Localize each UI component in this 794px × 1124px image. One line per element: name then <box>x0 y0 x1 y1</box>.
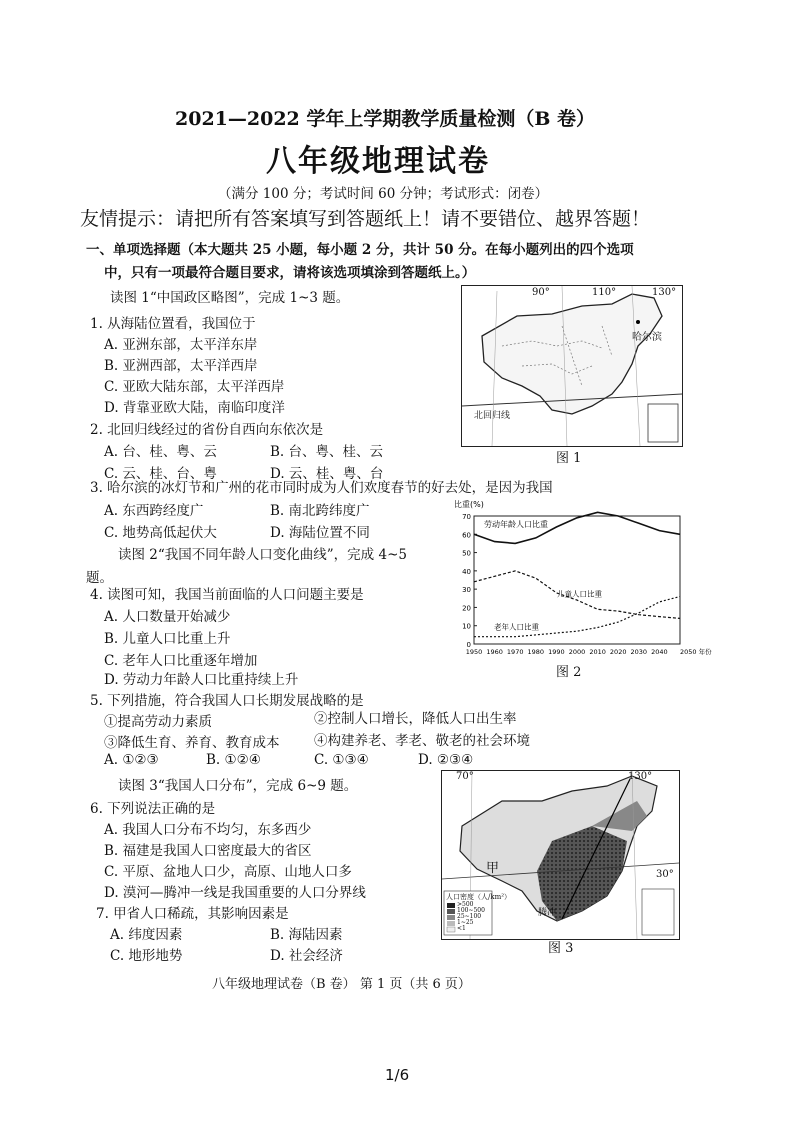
x-tick-label: 1960 <box>486 648 503 656</box>
q1-option-c[interactable]: C. 亚欧大陆东部，太平洋西岸 <box>104 379 285 395</box>
y-tick-label: 70 <box>462 513 471 521</box>
intro-fig3: 读图 3“我国人口分布”，完成 6~9 题。 <box>118 778 358 794</box>
figure2-population-chart <box>452 492 712 660</box>
x-tick-label: 2020 <box>609 648 627 656</box>
y-tick-label: 50 <box>462 549 471 558</box>
q5-option-c[interactable]: C. ①③④ <box>314 752 369 768</box>
x-tick-label: 2000 <box>568 648 586 656</box>
fig1-lon-130: 130° <box>652 287 677 298</box>
page-counter: 1/6 <box>385 1066 410 1084</box>
q6-stem: 6. 下列说法正确的是 <box>90 801 216 817</box>
fig1-caption: 图 1 <box>556 451 582 466</box>
fig1-label-harbin: 哈尔滨 <box>632 332 662 343</box>
fig3-legend-5: <1 <box>457 925 466 932</box>
q3-option-b[interactable]: B. 南北跨纬度广 <box>270 503 370 519</box>
intro-fig2-line2: 题。 <box>86 570 113 586</box>
q2-option-d[interactable]: D. 云、桂、粤、台 <box>270 466 384 482</box>
intro-fig2-line1: 读图 2“我国不同年龄人口变化曲线”，完成 4~5 <box>118 547 407 563</box>
q4-stem: 4. 读图可知，我国当前面临的人口问题主要是 <box>90 587 364 603</box>
q3-option-a[interactable]: A. 东西跨经度广 <box>104 503 204 519</box>
fig3-label-tengchong: 腾冲 <box>538 908 557 918</box>
fig3-legend-title: 人口密度（人/km²） <box>446 893 512 901</box>
fig3-caption: 图 3 <box>548 941 574 956</box>
fig3-lon-70: 70° <box>456 771 474 782</box>
series-label-elderly: 老年人口比重 <box>494 622 539 632</box>
x-tick-label: 1980 <box>527 648 545 656</box>
q2-option-b[interactable]: B. 台、粤、桂、云 <box>270 444 384 460</box>
population-line-chart <box>452 492 712 660</box>
q4-option-d[interactable]: D. 劳动力年龄人口比重持续上升 <box>104 672 299 688</box>
q5-item-2: ②控制人口增长，降低人口出生率 <box>314 711 517 727</box>
q7-option-a[interactable]: A. 纬度因素 <box>110 927 183 943</box>
q5-item-1: ①提高劳动力素质 <box>104 714 212 730</box>
fig1-lon-90: 90° <box>532 287 550 298</box>
fig3-legend-3: 25~100 <box>457 913 482 920</box>
y-tick-label: 10 <box>462 622 471 631</box>
page-footer: 八年级地理试卷（B 卷） 第 1 页（共 6 页） <box>212 977 471 992</box>
series-label-children: 儿童人口比重 <box>557 589 602 599</box>
q2-option-c[interactable]: C. 云、桂、台、粤 <box>104 466 217 482</box>
y-tick-label: 20 <box>462 604 471 613</box>
q1-stem: 1. 从海陆位置看，我国位于 <box>90 316 256 332</box>
y-tick-label: 0 <box>466 641 471 649</box>
q1-option-b[interactable]: B. 亚洲西部，太平洋西岸 <box>104 358 258 374</box>
x-tick-label: 2030 <box>630 648 648 656</box>
y-tick-label: 30 <box>462 586 471 595</box>
exam-meta: （满分 100 分；考试时间 60 分钟；考试形式：闭卷） <box>218 186 549 202</box>
q2-option-a[interactable]: A. 台、桂、粤、云 <box>104 444 217 460</box>
china-outline-map <box>462 286 682 446</box>
y-axis-label: 比重(%) <box>454 500 484 509</box>
q4-option-c[interactable]: C. 老年人口比重逐年增加 <box>104 653 258 669</box>
q3-stem: 3. 哈尔滨的冰灯节和广州的花市同时成为人们欢度春节的好去处，是因为我国 <box>90 480 553 496</box>
q7-stem: 7. 甲省人口稀疏，其影响因素是 <box>96 906 289 922</box>
q5-stem: 5. 下列措施，符合我国人口长期发展战略的是 <box>90 693 364 709</box>
q1-option-a[interactable]: A. 亚洲东部，太平洋东岸 <box>104 337 258 353</box>
q7-option-d[interactable]: D. 社会经济 <box>270 948 343 964</box>
fig3-lat-30: 30° <box>656 869 674 880</box>
x-tick-label: 2040 <box>651 648 668 656</box>
q7-option-b[interactable]: B. 海陆因素 <box>270 927 343 943</box>
section-heading-line1: 一、单项选择题（本大题共 25 小题，每小题 2 分，共计 50 分。在每小题列出的四个选项 <box>86 242 634 258</box>
y-tick-label: 60 <box>462 531 471 540</box>
q5-option-d[interactable]: D. ②③④ <box>418 752 474 768</box>
q5-option-a[interactable]: A. ①②③ <box>104 752 159 768</box>
q6-option-b[interactable]: B. 福建是我国人口密度最大的省区 <box>104 843 312 859</box>
fig2-caption: 图 2 <box>556 665 582 680</box>
intro-fig1: 读图 1“中国政区略图”，完成 1~3 题。 <box>110 290 350 306</box>
q4-option-b[interactable]: B. 儿童人口比重上升 <box>104 631 231 647</box>
q4-option-a[interactable]: A. 人口数量开始减少 <box>104 609 231 625</box>
q3-option-d[interactable]: D. 海陆位置不同 <box>270 525 370 541</box>
figure1-china-map <box>461 285 683 447</box>
y-tick-label: 40 <box>462 567 471 576</box>
q6-option-d[interactable]: D. 漠河—腾冲一线是我国重要的人口分界线 <box>104 885 366 901</box>
fig3-label-jia: 甲 <box>486 861 500 876</box>
q7-option-c[interactable]: C. 地形地势 <box>110 948 183 964</box>
figure3-population-map <box>441 770 680 940</box>
q5-option-b[interactable]: B. ①②④ <box>206 752 261 768</box>
fig3-legend-1: >500 <box>457 901 474 908</box>
x-tick-label: 1970 <box>506 648 524 656</box>
friendly-tip: 友情提示：请把所有答案填写到答题纸上！请不要错位、越界答题！ <box>80 208 651 230</box>
fig1-lon-110: 110° <box>592 287 617 298</box>
x-tick-label: 1990 <box>548 648 565 656</box>
q5-item-3: ③降低生育、养育、教育成本 <box>104 735 280 751</box>
q6-option-c[interactable]: C. 平原、盆地人口少，高原、山地人口多 <box>104 864 352 880</box>
q1-option-d[interactable]: D. 背靠亚欧大陆，南临印度洋 <box>104 400 285 416</box>
fig1-label-tropic: 北回归线 <box>474 411 511 421</box>
q2-stem: 2. 北回归线经过的省份自西向东依次是 <box>90 422 324 438</box>
q5-item-4: ④构建养老、孝老、敬老的社会环境 <box>314 733 530 749</box>
x-tick-label: 2010 <box>589 648 606 656</box>
x-tick-label: 1950 <box>465 648 483 656</box>
fig3-legend-4: 1~25 <box>457 919 474 926</box>
x-tick-label: 2050 年份 <box>680 648 712 656</box>
section-heading-line2: 中，只有一项最符合题目要求，请将该选项填涂到答题纸上。） <box>104 265 476 281</box>
fig3-legend-2: 100~500 <box>457 907 485 914</box>
fig3-lon-130: 130° <box>628 771 653 782</box>
exam-title: 2021—2022 学年上学期教学质量检测（B 卷） <box>175 108 596 130</box>
paper-title: 八年级地理试卷 <box>266 144 490 179</box>
q6-option-a[interactable]: A. 我国人口分布不均匀，东多西少 <box>104 822 312 838</box>
q3-option-c[interactable]: C. 地势高低起伏大 <box>104 525 217 541</box>
series-label-labor: 劳动年龄人口比重 <box>484 519 548 529</box>
